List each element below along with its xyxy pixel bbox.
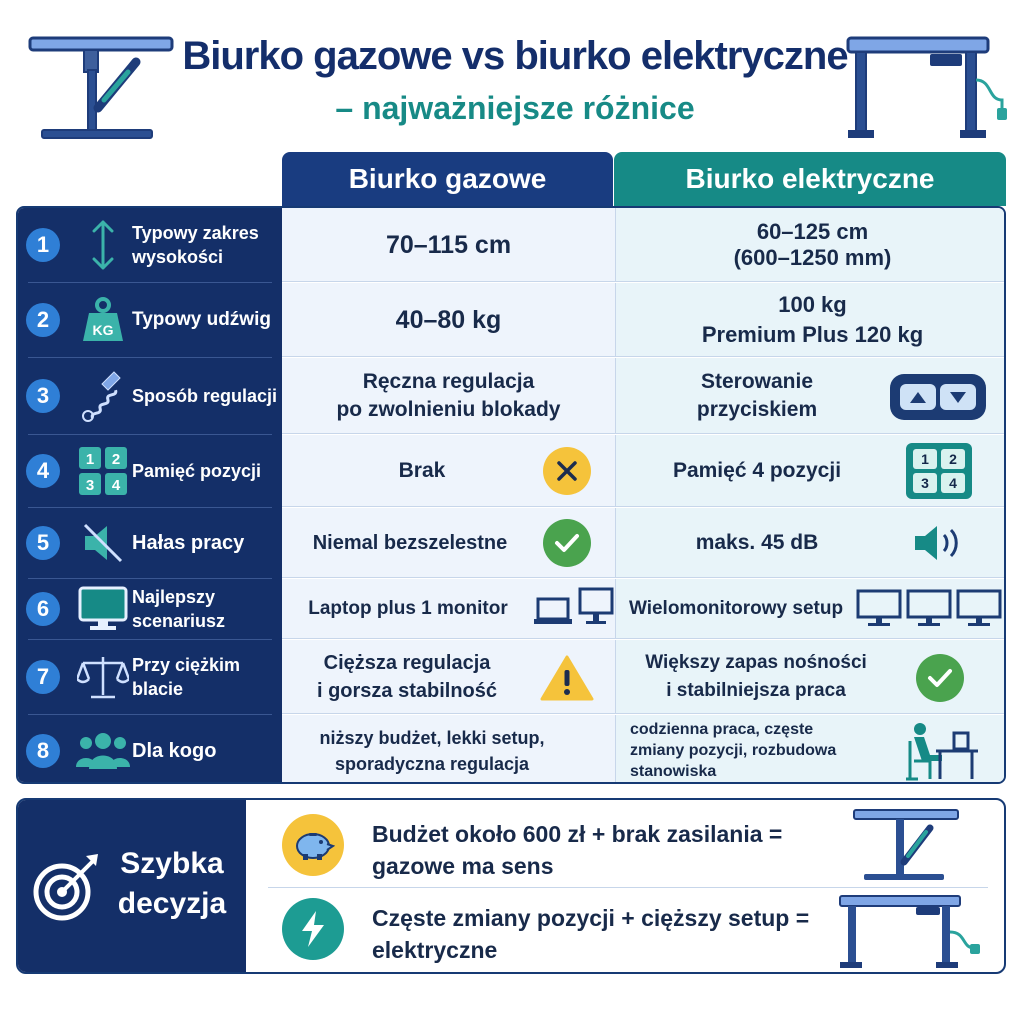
electric-cell — [615, 208, 1006, 282]
electric-value: Sterowanie przyciskiem — [696, 370, 818, 421]
scales-icon — [68, 649, 138, 705]
decision-divider — [268, 887, 988, 888]
gas-value: Brak — [398, 459, 446, 482]
row-label-cell — [18, 358, 282, 434]
quick-decision-title: Szybka decyzja — [117, 847, 227, 920]
people-icon — [68, 723, 138, 779]
decision-electric-text: Częste zmiany pozycji + cięższy setup = elektryczne — [372, 905, 810, 963]
monitor-icon — [68, 581, 138, 637]
row-label-cell — [18, 508, 282, 578]
piggy-bank-icon — [282, 814, 344, 876]
check-icon — [916, 654, 964, 702]
decision-gas-text: Budżet około 600 zł + brak zasilania = gazowe ma sens — [372, 821, 783, 879]
gas-cell — [282, 715, 615, 784]
weight-kg-icon — [68, 292, 138, 348]
person-at-desk-icon — [900, 721, 980, 781]
comparison-table — [16, 206, 1006, 784]
x-icon — [543, 447, 591, 495]
table-row — [18, 358, 1004, 434]
key-2-text: 2 — [111, 451, 121, 468]
row-label: Hałas pracy — [132, 532, 245, 554]
weight-kg-text: KG — [92, 322, 114, 338]
electric-value: 100 kg Premium Plus 120 kg — [701, 292, 924, 347]
electric-cell — [615, 715, 1006, 784]
row-label: Dla kogo — [132, 740, 217, 762]
column-header-electric: Biurko elektryczne — [614, 152, 1006, 206]
gas-cell — [282, 208, 615, 282]
row-number-badge: 1 — [26, 228, 60, 262]
row-number-badge: 6 — [26, 592, 60, 626]
gas-value: Niemal bezszelestne — [312, 532, 508, 554]
check-icon — [543, 519, 591, 567]
electric-cell — [615, 579, 1006, 639]
column-header-gas: Biurko gazowe — [282, 152, 613, 206]
target-icon — [32, 848, 102, 928]
page-title: Biurko gazowe vs biurko elektryczne — [182, 34, 848, 78]
gas-value: Ręczna regulacja po zwolnieniu blokady — [336, 370, 561, 421]
gas-value: 40–80 kg — [395, 306, 502, 334]
gas-cell — [282, 358, 615, 434]
row-label-cell — [18, 283, 282, 357]
table-row — [18, 715, 1004, 784]
electric-desk-icon — [836, 892, 986, 970]
quick-decision-panel — [16, 798, 1006, 974]
electric-value: Wielomonitorowy setup — [628, 598, 844, 619]
key-1-text: 1 — [921, 451, 929, 467]
row-number-badge: 7 — [26, 660, 60, 694]
row-label-cell — [18, 435, 282, 507]
key-3-text: 3 — [921, 475, 929, 491]
row-label: Typowy udźwig — [132, 309, 271, 330]
warning-icon — [540, 654, 594, 702]
table-row — [18, 435, 1004, 507]
gas-value: Laptop plus 1 monitor — [308, 598, 508, 619]
row-label: Przy ciężkim blacie — [132, 655, 241, 699]
row-label-cell — [18, 715, 282, 784]
row-label-cell — [18, 579, 282, 639]
electric-cell — [615, 435, 1006, 507]
gas-value: niższy budżet, lekki setup, sporadyczna regulacja — [319, 727, 545, 774]
electric-desk-icon — [842, 30, 1018, 145]
memory-keypad-icon — [906, 443, 972, 499]
gas-cell — [282, 508, 615, 578]
row-number-badge: 5 — [26, 526, 60, 560]
electric-cell — [615, 358, 1006, 434]
key-4-text: 4 — [949, 475, 957, 491]
key-3-text: 3 — [85, 477, 95, 494]
electric-value: maks. 45 dB — [695, 531, 819, 554]
row-label-cell — [18, 208, 282, 282]
speaker-sound-icon — [910, 522, 970, 564]
row-number-badge: 3 — [26, 379, 60, 413]
row-label-cell — [18, 640, 282, 714]
electric-cell — [615, 640, 1006, 714]
key-4-text: 4 — [111, 477, 121, 494]
row-number-badge: 4 — [26, 454, 60, 488]
key-2-text: 2 — [949, 451, 957, 467]
arrows-vertical-icon — [68, 217, 138, 273]
gas-cell — [282, 579, 615, 639]
electric-cell — [615, 283, 1006, 357]
electric-cell — [615, 508, 1006, 578]
speaker-muted-icon — [68, 515, 138, 571]
gas-desk-icon — [850, 806, 962, 884]
gas-cell — [282, 283, 615, 357]
table-row — [18, 208, 1004, 282]
gas-cell — [282, 435, 615, 507]
electric-value: Pamięć 4 pozycji — [672, 459, 842, 482]
electric-value: codzienna praca, częste zmiany pozycji, rozbudowa stanowiska — [630, 721, 837, 780]
gas-desk-icon — [24, 30, 180, 145]
table-row — [18, 640, 1004, 714]
gas-value: Cięższa regulacja i gorsza stabilność — [316, 652, 498, 702]
lightning-icon — [282, 898, 344, 960]
electric-value: Większy zapas nośności i stabilniejsza praca — [645, 652, 867, 701]
key-1-text: 1 — [85, 451, 95, 468]
table-row — [18, 283, 1004, 357]
three-monitors-icon — [854, 587, 1004, 631]
row-label: Typowy zakres wysokości — [132, 223, 259, 267]
gas-spring-icon — [68, 368, 138, 424]
row-label: Pamięć pozycji — [132, 461, 262, 481]
page-subtitle: – najważniejsze różnice — [335, 90, 695, 126]
table-row — [18, 508, 1004, 578]
electric-value: 60–125 cm (600–1250 mm) — [733, 219, 892, 270]
gas-cell — [282, 640, 615, 714]
row-number-badge: 2 — [26, 303, 60, 337]
up-down-buttons-icon — [890, 374, 986, 420]
memory-keypad-icon — [68, 443, 138, 499]
row-label: Sposób regulacji — [132, 386, 278, 406]
row-label: Najlepszy scenariusz — [132, 587, 226, 631]
row-number-badge: 8 — [26, 734, 60, 768]
laptop-monitor-icon — [534, 587, 614, 631]
gas-value: 70–115 cm — [385, 231, 512, 259]
table-row — [18, 579, 1004, 639]
